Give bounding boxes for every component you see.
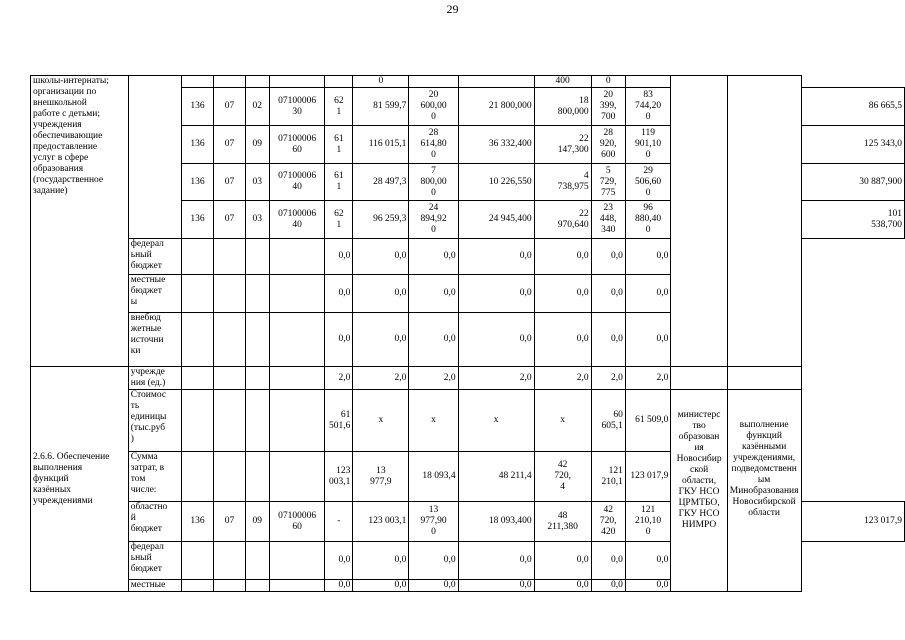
value-cell: 0,0 [353,580,409,592]
executor-cell [671,367,727,390]
code-cell: 02 [245,88,269,126]
value-cell: 20 399, 700 [591,88,625,126]
value-cell: 0,0 [409,275,458,313]
value-cell: 0,0 [458,275,534,313]
value-cell: 5 729, 775 [591,164,625,201]
code-cell [245,275,269,313]
value-cell: 86 665,5 [801,88,905,126]
value-cell: 24 894,92 0 [409,201,458,239]
code-cell [181,452,214,502]
value-cell: x [353,390,409,452]
code-cell: 09 [245,126,269,164]
code-cell [245,542,269,580]
table-row [31,76,905,88]
value-cell: 13 977,9 [353,452,409,502]
value-cell: 0 [353,76,409,88]
value-cell: 2,0 [591,367,625,390]
code-cell: 07100006 40 [269,201,325,239]
code-cell: 07100006 60 [269,502,325,542]
code-cell: 07100006 40 [269,164,325,201]
code-cell: 07 [214,126,245,164]
result-cell [727,367,801,390]
code-cell [269,313,325,367]
value-cell: 0,0 [625,542,671,580]
value-cell: 96 880,40 0 [625,201,671,239]
value-cell: 81 599,7 [353,88,409,126]
value-cell: 0,0 [353,313,409,367]
value-cell: 0,0 [591,580,625,592]
code-cell [269,390,325,452]
table-cell [181,76,214,88]
value-cell: 13 977,90 0 [409,502,458,542]
code-cell: 07100006 60 [269,126,325,164]
code-cell [269,580,325,592]
value-cell: 0,0 [325,542,353,580]
code-cell [245,367,269,390]
source-label: областно й бюджет [128,502,181,542]
value-cell: 2,0 [353,367,409,390]
page-number: 29 [446,2,459,16]
value-cell: 42 720, 420 [591,502,625,542]
value-cell: 101 538,700 [801,201,905,239]
value-cell: 0,0 [534,542,591,580]
value-cell: 0,0 [325,275,353,313]
code-cell: 07 [214,201,245,239]
value-cell: 0,0 [458,313,534,367]
value-cell: 0,0 [325,313,353,367]
code-cell [214,390,245,452]
code-cell: 136 [181,88,214,126]
code-cell [181,239,214,275]
value-cell: 22 970,640 [534,201,591,239]
table-cell [269,76,325,88]
value-cell: 36 332,400 [458,126,534,164]
code-cell: 03 [245,201,269,239]
value-cell: 123 003,1 [325,452,353,502]
value-cell: 0,0 [534,239,591,275]
value-cell: x [534,390,591,452]
value-cell: 0,0 [625,239,671,275]
value-cell: 60 605,1 [591,390,625,452]
table-cell [458,76,534,88]
code-cell [214,275,245,313]
value-cell: 29 506,60 0 [625,164,671,201]
value-cell: 0,0 [534,313,591,367]
executor-cell: министерс тво образован ия Новосибир ской области, ГКУ НСО ЦРМТБО, ГКУ НСО НИМРО [671,390,727,592]
value-cell: 0 [591,76,625,88]
value-cell: 23 448, 340 [591,201,625,239]
code-cell: 07 [214,88,245,126]
result-cell: выполнение функций казёнными учреждениями, подведомственн ым Минобразования Новосибирской области [727,390,801,592]
table-cell [214,76,245,88]
value-cell: 96 259,3 [353,201,409,239]
value-cell: 121 210,1 [591,452,625,502]
table-row [31,390,905,452]
value-cell: x [458,390,534,452]
value-cell: 400 [534,76,591,88]
code-cell [214,239,245,275]
source-label [128,76,181,239]
source-label: Стоимос ть единицы (тыс.руб ) [128,390,181,452]
value-cell: 83 744,20 0 [625,88,671,126]
code-cell [214,542,245,580]
value-cell: 123 017,9 [801,502,905,542]
code-cell [245,313,269,367]
value-cell: 22 147,300 [534,126,591,164]
code-cell: - [325,502,353,542]
code-cell: 136 [181,164,214,201]
value-cell: 0,0 [591,275,625,313]
value-cell: 2,0 [409,367,458,390]
value-cell: 18 800,000 [534,88,591,126]
value-cell: 0,0 [409,239,458,275]
code-cell: 136 [181,126,214,164]
source-label: федерал ьный бюджет [128,542,181,580]
source-label: Сумма затрат, в том числе: [128,452,181,502]
value-cell: 7 800,00 0 [409,164,458,201]
value-cell: 0,0 [353,275,409,313]
measure-description: школы-интернаты; организации по внешкольной работе с детьми; учреждения обеспечивающие предоставление услуг в сфере образования (государственное задание) [31,76,129,367]
code-cell [214,313,245,367]
value-cell: 0,0 [591,313,625,367]
code-cell [214,452,245,502]
value-cell: 0,0 [353,239,409,275]
code-cell [181,542,214,580]
code-cell [269,452,325,502]
value-cell: 61 501,6 [325,390,353,452]
code-cell: 61 1 [325,164,353,201]
value-cell: 0,0 [325,239,353,275]
code-cell [245,239,269,275]
value-cell: 42 720, 4 [534,452,591,502]
executor-cell [671,76,727,367]
table-row [31,367,905,390]
code-cell [181,313,214,367]
value-cell: 123 003,1 [353,502,409,542]
value-cell: 0,0 [534,275,591,313]
value-cell: 21 800,000 [458,88,534,126]
value-cell: 121 210,10 0 [625,502,671,542]
value-cell: 0,0 [409,542,458,580]
result-cell [727,76,801,367]
code-cell [269,367,325,390]
table-cell [409,76,458,88]
code-cell: 03 [245,164,269,201]
code-cell: 07 [214,502,245,542]
value-cell: 28 614,80 0 [409,126,458,164]
source-label: учрежде ния (ед.) [128,367,181,390]
code-cell [214,367,245,390]
value-cell: 18 093,4 [409,452,458,502]
code-cell: 62 1 [325,201,353,239]
value-cell: 4 738,975 [534,164,591,201]
measure-description: 2.6.6. Обеспечение выполнения функций казённых учреждениями [31,367,129,592]
value-cell: 2,0 [325,367,353,390]
code-cell: 07 [214,164,245,201]
code-cell: 62 1 [325,88,353,126]
value-cell: 2,0 [625,367,671,390]
budget-table [30,75,905,592]
value-cell: 0,0 [325,580,353,592]
code-cell [269,275,325,313]
value-cell: 0,0 [534,580,591,592]
value-cell: 0,0 [625,313,671,367]
value-cell: 10 226,550 [458,164,534,201]
code-cell [269,239,325,275]
value-cell: 116 015,1 [353,126,409,164]
code-cell: 07100006 30 [269,88,325,126]
code-cell: 09 [245,502,269,542]
source-label: местные бюджет ы [128,275,181,313]
value-cell: 0,0 [458,580,534,592]
code-cell: 61 1 [325,126,353,164]
code-cell [269,542,325,580]
value-cell: 28 497,3 [353,164,409,201]
value-cell: 0,0 [458,239,534,275]
table-cell [625,76,671,88]
value-cell: 20 600,00 0 [409,88,458,126]
value-cell: 125 343,0 [801,126,905,164]
value-cell: 61 509,0 [625,390,671,452]
source-label: местные [128,580,181,592]
value-cell: 0,0 [458,542,534,580]
code-cell: 136 [181,502,214,542]
value-cell: 28 920, 600 [591,126,625,164]
value-cell: 123 017,9 [625,452,671,502]
value-cell: 48 211,380 [534,502,591,542]
value-cell: 0,0 [591,239,625,275]
value-cell: 2,0 [534,367,591,390]
code-cell: 136 [181,201,214,239]
value-cell: 0,0 [591,542,625,580]
value-cell: 48 211,4 [458,452,534,502]
value-cell: 0,0 [409,580,458,592]
code-cell [181,580,214,592]
source-label: внебюд жетные источни ки [128,313,181,367]
value-cell: 2,0 [458,367,534,390]
code-cell [181,367,214,390]
value-cell: 0,0 [409,313,458,367]
value-cell: 24 945,400 [458,201,534,239]
value-cell: 18 093,400 [458,502,534,542]
code-cell [214,580,245,592]
table-cell [325,76,353,88]
value-cell: 0,0 [353,542,409,580]
code-cell [181,390,214,452]
table-cell [245,76,269,88]
value-cell: 0,0 [625,580,671,592]
code-cell [245,390,269,452]
value-cell: 119 901,10 0 [625,126,671,164]
value-cell: 30 887,900 [801,164,905,201]
value-cell: x [409,390,458,452]
source-label: федерал ьный бюджет [128,239,181,275]
code-cell [245,580,269,592]
value-cell: 0,0 [625,275,671,313]
code-cell [181,275,214,313]
code-cell [245,452,269,502]
